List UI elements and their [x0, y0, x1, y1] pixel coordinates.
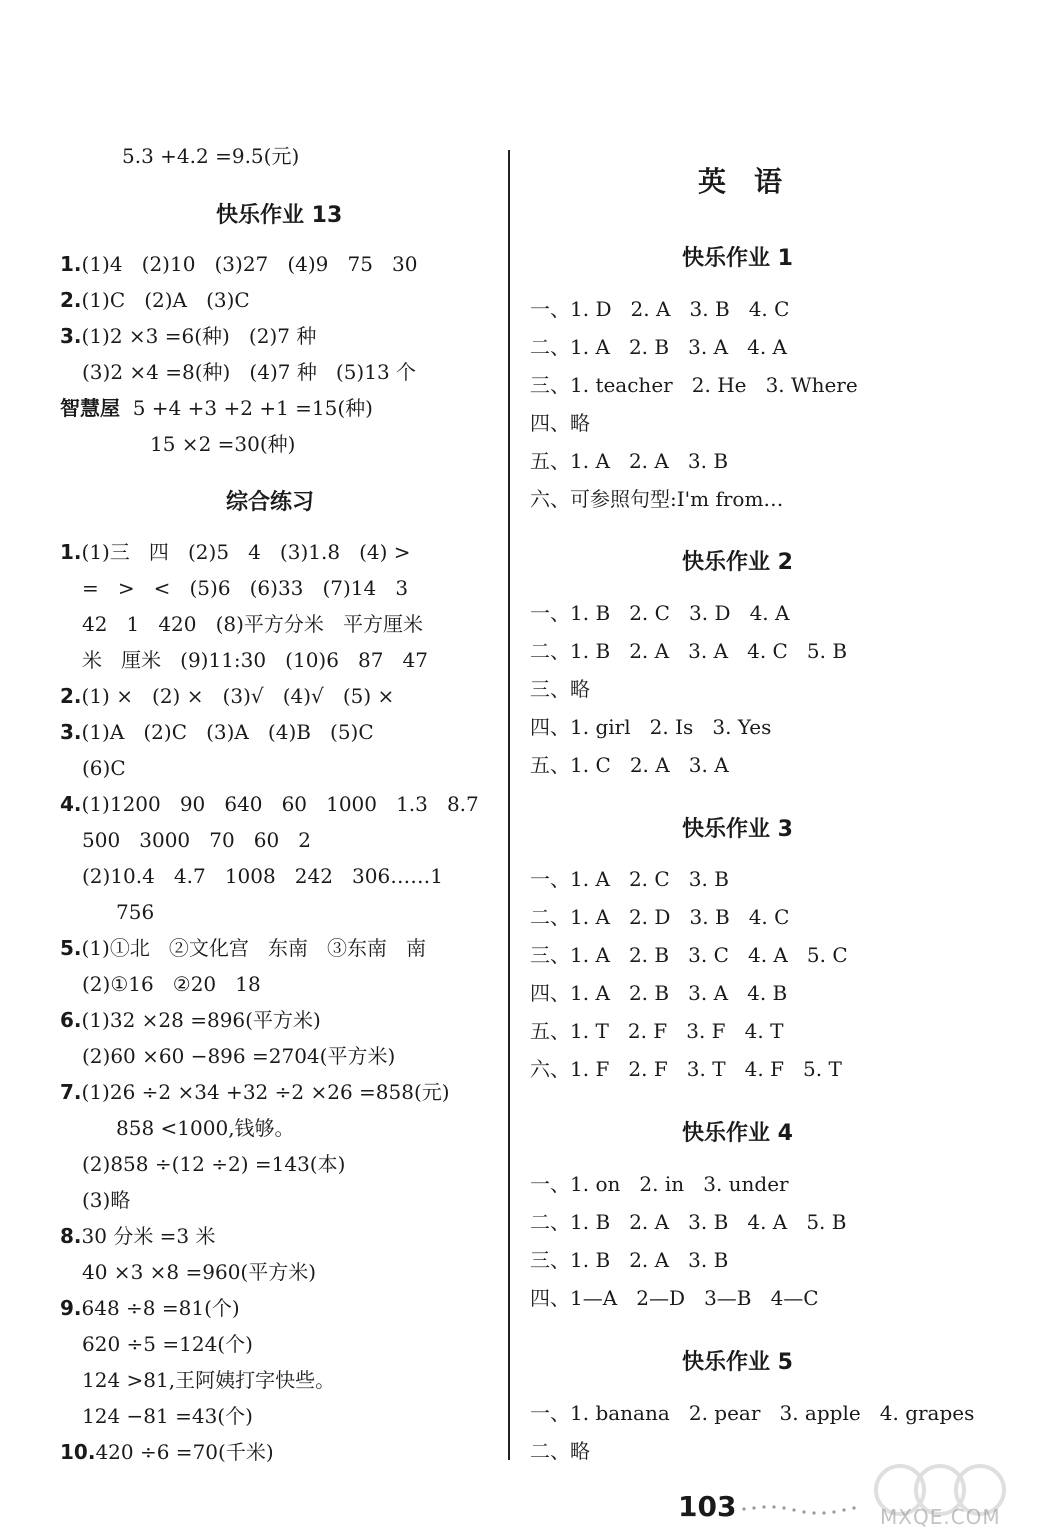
answer-line: 40 ×3 ×8 =960(平方米)	[82, 1260, 317, 1284]
answer-line: 六、可参照句型:I'm from…	[530, 487, 784, 511]
answer-line: (3)2 ×4 =8(种) (4)7 种 (5)13 个	[82, 360, 417, 384]
answer-line: 3.(1)2 ×3 =6(种) (2)7 种	[60, 324, 317, 348]
answer-line: 42 1 420 (8)平方分米 平方厘米	[82, 612, 423, 636]
answer-line: 3.(1)A (2)C (3)A (4)B (5)C	[60, 720, 374, 744]
section-title: 快乐作业 4	[682, 1121, 793, 1146]
answer-line: 8.30 分米 =3 米	[60, 1224, 216, 1248]
answer-line: 五、1. C 2. A 3. A	[530, 753, 729, 777]
watermark-text: MXQE.COM	[880, 1505, 1001, 1529]
answer-line: (2)10.4 4.7 1008 242 306……1	[82, 864, 443, 888]
page-number: 103	[678, 1490, 737, 1523]
answer-line: (6)C	[82, 756, 126, 780]
answer-line: 四、1. A 2. B 3. A 4. B	[530, 981, 788, 1005]
answer-line: 四、1. girl 2. Is 3. Yes	[530, 715, 772, 739]
answer-line: 6.(1)32 ×28 =896(平方米)	[60, 1008, 321, 1032]
answer-line: 10.420 ÷6 =70(千米)	[60, 1440, 274, 1464]
answer-line: 三、1. B 2. A 3. B	[530, 1248, 729, 1272]
answer-line: 二、1. B 2. A 3. A 4. C 5. B	[530, 639, 848, 663]
answer-line: 2.(1)C (2)A (3)C	[60, 288, 250, 312]
answer-line: 7.(1)26 ÷2 ×34 +32 ÷2 ×26 =858(元)	[60, 1080, 450, 1104]
answer-line: 二、1. A 2. B 3. A 4. A	[530, 335, 788, 359]
answer-line: 15 ×2 =30(种)	[150, 432, 296, 456]
answer-line: 1.(1)4 (2)10 (3)27 (4)9 75 30	[60, 252, 418, 276]
answer-line: 2.(1) × (2) × (3)√ (4)√ (5) ×	[60, 684, 395, 708]
answer-line: 二、略	[530, 1439, 590, 1463]
answer-line: 米 厘米 (9)11:30 (10)6 87 47	[82, 648, 429, 672]
section-title-review: 综合练习	[226, 490, 315, 515]
answer-line: = > < (5)6 (6)33 (7)14 3	[82, 576, 409, 600]
answer-line: 三、1. A 2. B 3. C 4. A 5. C	[530, 943, 848, 967]
answer-line: 六、1. F 2. F 3. T 4. F 5. T	[530, 1057, 842, 1081]
carryover-line: 5.3 +4.2 =9.5(元)	[122, 144, 300, 168]
section-title: 快乐作业 3	[682, 817, 793, 842]
answer-line: 四、略	[530, 411, 590, 435]
answer-line: (2)60 ×60 −896 =2704(平方米)	[82, 1044, 396, 1068]
answer-line: 一、1. banana 2. pear 3. apple 4. grapes	[530, 1401, 975, 1425]
answer-line: (2)①16 ②20 18	[82, 972, 261, 996]
answer-line: 124 >81,王阿姨打字快些。	[82, 1368, 336, 1392]
section-title: 快乐作业 1	[682, 246, 793, 271]
column-divider	[508, 150, 510, 1460]
answer-line: 二、1. B 2. A 3. B 4. A 5. B	[530, 1210, 847, 1234]
answer-line: 756	[116, 900, 155, 924]
answer-line: 500 3000 70 60 2	[82, 828, 311, 852]
answer-line: 4.(1)1200 90 640 60 1000 1.3 8.7	[60, 792, 479, 816]
answer-line: 5.(1)①北 ②文化宫 东南 ③东南 南	[60, 936, 427, 960]
answer-line: (2)858 ÷(12 ÷2) =143(本)	[82, 1152, 346, 1176]
section-title: 快乐作业 5	[682, 1350, 793, 1375]
answer-line: 一、1. D 2. A 3. B 4. C	[530, 297, 790, 321]
answer-line: 二、1. A 2. D 3. B 4. C	[530, 905, 790, 929]
section-title-13: 快乐作业 13	[216, 203, 343, 228]
answer-line: 五、1. T 2. F 3. F 4. T	[530, 1019, 784, 1043]
answer-line: 四、1—A 2—D 3—B 4—C	[530, 1286, 819, 1310]
answer-line: 124 −81 =43(个)	[82, 1404, 253, 1428]
answer-line: 858 <1000,钱够。	[116, 1116, 295, 1140]
answer-line: 一、1. B 2. C 3. D 4. A	[530, 601, 790, 625]
answer-line: 9.648 ÷8 =81(个)	[60, 1296, 240, 1320]
answer-line: 五、1. A 2. A 3. B	[530, 449, 729, 473]
answer-line: 一、1. on 2. in 3. under	[530, 1172, 789, 1196]
answer-line: 智慧屋 5 +4 +3 +2 +1 =15(种)	[60, 396, 373, 420]
answer-line: 620 ÷5 =124(个)	[82, 1332, 253, 1356]
section-title: 快乐作业 2	[682, 550, 793, 575]
answer-line: (3)略	[82, 1188, 131, 1212]
subject-title: 英语	[698, 165, 811, 198]
answer-line: 一、1. A 2. C 3. B	[530, 867, 729, 891]
answer-line: 三、1. teacher 2. He 3. Where	[530, 373, 858, 397]
answer-line: 三、略	[530, 677, 590, 701]
answer-line: 1.(1)三 四 (2)5 4 (3)1.8 (4) >	[60, 540, 411, 564]
